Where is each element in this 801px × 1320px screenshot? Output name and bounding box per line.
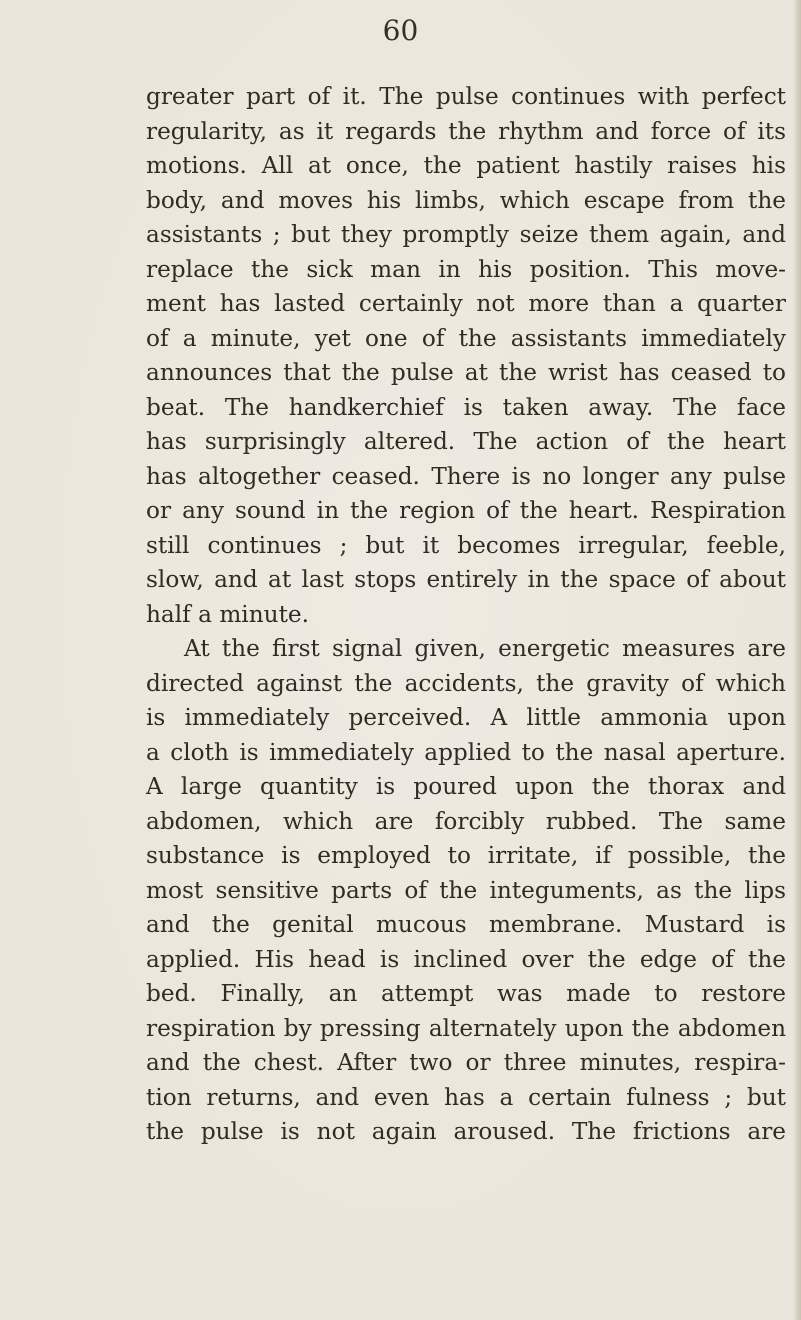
text-line: a cloth is immediately applied to the nasal aperture.	[146, 738, 786, 766]
paragraph-end-line: half a minute.	[146, 600, 310, 628]
body-text	[146, 80, 786, 1150]
text-line: the pulse is not again aroused. The frictions are	[146, 1118, 786, 1145]
text-line: is immediately perceived. A little ammonia upon	[146, 704, 786, 731]
text-line: assistants ; but they promptly seize them again, and	[146, 221, 786, 248]
text-line: body, and moves his limbs, which escape from the	[146, 186, 786, 214]
text-line: regularity, as it regards the rhythm and force of its	[146, 117, 786, 145]
text-line: replace the sick man in his position. This move-	[146, 255, 786, 283]
text-line: directed against the accidents, the gravity of which	[146, 669, 786, 697]
paragraph-start-line: At the first signal given, energetic measures are	[184, 635, 786, 662]
page-edge-shadow	[793, 0, 801, 1320]
text-line: and the chest. After two or three minutes, respira-	[146, 1049, 786, 1076]
text-line: slow, and at last stops entirely in the space of about	[146, 566, 786, 593]
text-line: A large quantity is poured upon the thorax and	[146, 773, 786, 800]
text-line: announces that the pulse at the wrist has ceased to	[146, 359, 786, 386]
text-line: most sensitive parts of the integuments, as the lips	[146, 876, 786, 904]
text-line: and the genital mucous membrane. Mustard is	[146, 911, 786, 938]
text-line: applied. His head is inclined over the edge of the	[146, 945, 786, 973]
text-line: has altogether ceased. There is no longer any pulse	[146, 462, 786, 490]
text-line: still continues ; but it becomes irregular, feeble,	[146, 531, 786, 559]
text-line: respiration by pressing alternately upon the abdomen	[146, 1014, 786, 1042]
text-line: of a minute, yet one of the assistants immediately	[146, 324, 786, 352]
text-line: has surprisingly altered. The action of the heart	[146, 428, 786, 455]
text-line: ment has lasted certainly not more than a quarter	[146, 290, 786, 317]
text-line: beat. The handkerchief is taken away. The face	[146, 393, 786, 421]
text-line: substance is employed to irritate, if possible, the	[146, 842, 786, 869]
text-line: or any sound in the region of the heart. Respiration	[146, 497, 786, 524]
text-line: abdomen, which are forcibly rubbed. The same	[146, 807, 786, 835]
text-line: motions. All at once, the patient hastily raises his	[146, 152, 786, 179]
text-line: tion returns, and even has a certain fulness ; but	[146, 1083, 786, 1111]
page-number: 60	[382, 14, 419, 47]
text-line: bed. Finally, an attempt was made to restore	[146, 980, 786, 1007]
text-line: greater part of it. The pulse continues with perfect	[146, 83, 786, 110]
